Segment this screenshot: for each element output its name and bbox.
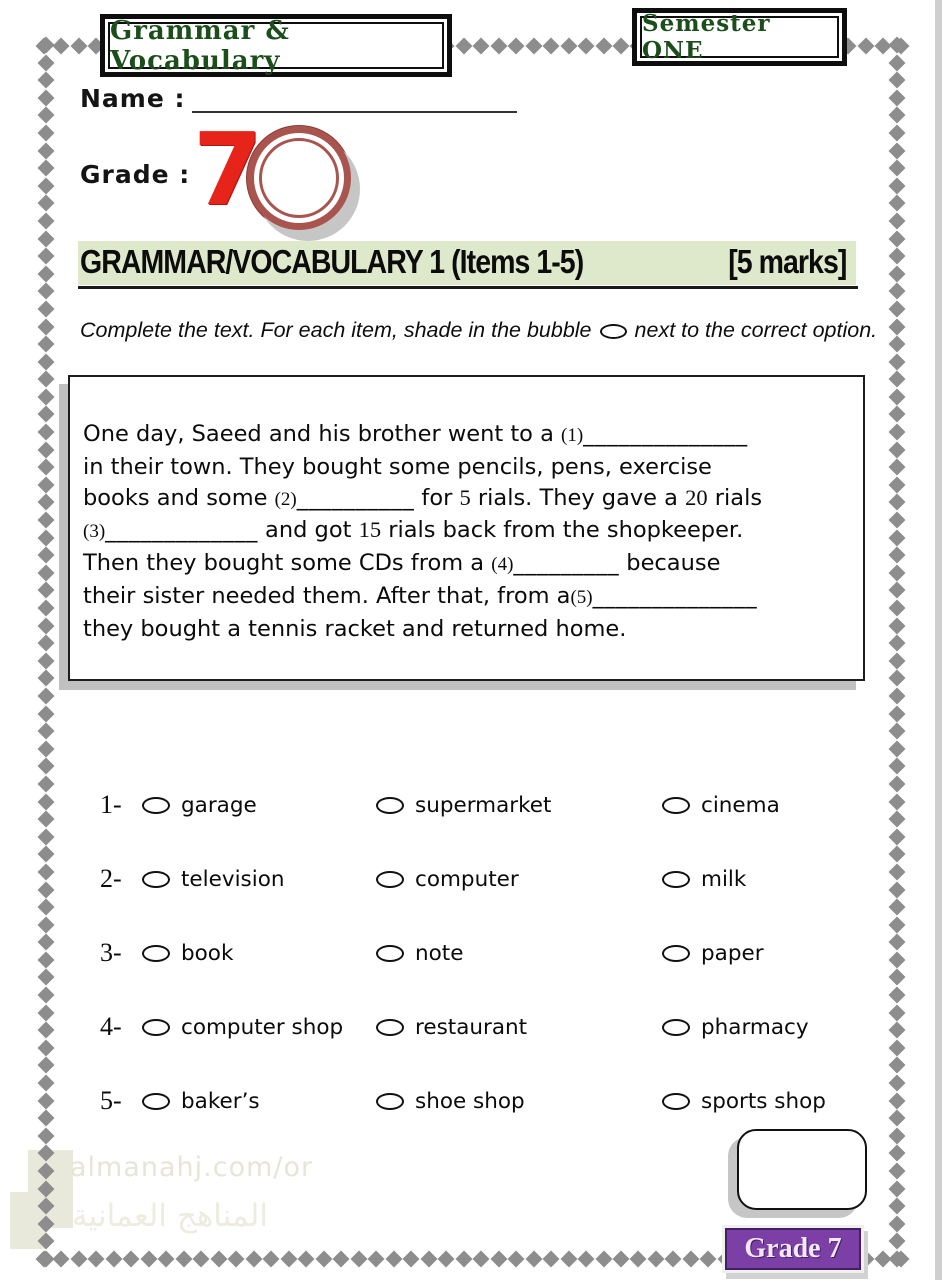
diamond-ornament [888, 1110, 905, 1127]
diamond-ornament [70, 37, 87, 54]
diamond-ornament [37, 899, 54, 916]
diamond-ornament [473, 37, 490, 54]
grade-badge-label: Grade 7 [744, 1233, 842, 1264]
diamond-ornament [37, 248, 54, 265]
diamond-ornament [888, 1145, 905, 1162]
diamond-ornament [37, 934, 54, 951]
diamond-ornament [595, 37, 612, 54]
diamond-ornament [88, 1250, 105, 1267]
diamond-ornament [888, 107, 905, 124]
diamond-ornament [350, 1250, 367, 1267]
diamond-ornament [888, 969, 905, 986]
diamond-ornament [888, 1215, 905, 1232]
diamond-ornament [888, 124, 905, 141]
diamond-ornament [37, 1110, 54, 1127]
diamond-ornament [37, 424, 54, 441]
diamond-ornament [473, 1250, 490, 1267]
diamond-ornament [37, 617, 54, 634]
diamond-ornament [508, 1250, 525, 1267]
passage-line: they bought a tennis racket and returned home. [83, 615, 627, 642]
answer-bubble[interactable] [376, 1019, 404, 1036]
diamond-ornament [888, 547, 905, 564]
diamond-ornament [263, 1250, 280, 1267]
question-number: 1- [100, 790, 122, 819]
diamond-ornament [888, 300, 905, 317]
diamond-ornament [888, 652, 905, 669]
diamond-ornament [888, 406, 905, 423]
grade-circle-inner-ring [259, 138, 339, 218]
section-header [78, 241, 856, 285]
diamond-ornament [37, 353, 54, 370]
diamond-ornament [888, 793, 905, 810]
diamond-ornament [888, 899, 905, 916]
diamond-ornament [888, 881, 905, 898]
diamond-ornament [37, 723, 54, 740]
diamond-ornament [578, 1250, 595, 1267]
diamond-ornament [37, 177, 54, 194]
diamond-ornament [888, 705, 905, 722]
diamond-ornament [37, 230, 54, 247]
diamond-ornament [888, 828, 905, 845]
diamond-ornament [700, 1250, 717, 1267]
diamond-ornament [888, 54, 905, 71]
option-c [662, 941, 878, 966]
answer-bubble[interactable] [142, 1093, 170, 1110]
diamond-ornament [37, 1180, 54, 1197]
diamond-ornament [888, 476, 905, 493]
diamond-ornament [665, 1250, 682, 1267]
diamond-ornament [53, 1250, 70, 1267]
diamond-ornament [888, 1180, 905, 1197]
passage-line: their sister needed them. After that, from a(5)______________ [83, 582, 758, 609]
option-label: baker’s [181, 1088, 260, 1114]
answer-bubble[interactable] [662, 945, 690, 962]
header-box-subject [100, 14, 452, 77]
diamond-ornament [888, 600, 905, 617]
grade-number: 7 [193, 111, 263, 228]
grade-label: Grade : [80, 160, 191, 189]
diamond-ornament [37, 1092, 54, 1109]
passage-line: in their town. They bought some pencils, pens, exercise [83, 453, 712, 480]
diamond-ornament [888, 582, 905, 599]
answer-bubble[interactable] [142, 871, 170, 888]
diamond-ornament [560, 1250, 577, 1267]
question-number: 2- [100, 864, 122, 893]
instruction-line [80, 318, 878, 343]
passage-line: One day, Saeed and his brother went to a (1)______________ [83, 421, 748, 447]
option-label: milk [701, 866, 747, 892]
watermark-arabic: المناهج العمانية [72, 1198, 268, 1234]
diamond-ornament [888, 336, 905, 353]
option-a [142, 793, 376, 818]
option-c [662, 1089, 878, 1114]
diamond-ornament [315, 1250, 332, 1267]
diamond-ornament [888, 916, 905, 933]
diamond-ornament [888, 89, 905, 106]
diamond-ornament [543, 1250, 560, 1267]
diamond-ornament [888, 863, 905, 880]
diamond-ornament [37, 564, 54, 581]
diamond-ornament [37, 142, 54, 159]
diamond-ornament [888, 723, 905, 740]
diamond-ornament [37, 72, 54, 89]
diamond-ornament [420, 1250, 437, 1267]
diamond-ornament [37, 336, 54, 353]
question-number: 3- [100, 938, 122, 967]
answer-bubble[interactable] [376, 797, 404, 814]
diamond-border-right [890, 39, 903, 1265]
diamond-ornament [37, 652, 54, 669]
option-label: shoe shop [415, 1088, 525, 1114]
diamond-ornament [888, 230, 905, 247]
option-b [376, 793, 662, 818]
option-c [662, 793, 878, 818]
diamond-ornament [368, 1250, 385, 1267]
diamond-ornament [888, 177, 905, 194]
diamond-ornament [595, 1250, 612, 1267]
diamond-ornament [37, 89, 54, 106]
diamond-ornament [888, 72, 905, 89]
diamond-ornament [210, 1250, 227, 1267]
grade-row [80, 160, 190, 189]
diamond-ornament [37, 37, 54, 54]
diamond-ornament [560, 37, 577, 54]
diamond-ornament [37, 160, 54, 177]
diamond-ornament [578, 37, 595, 54]
diamond-ornament [37, 1145, 54, 1162]
diamond-ornament [37, 124, 54, 141]
diamond-ornament [37, 1075, 54, 1092]
answer-bubble[interactable] [142, 945, 170, 962]
diamond-ornament [508, 37, 525, 54]
diamond-ornament [140, 1250, 157, 1267]
diamond-ornament [682, 1250, 699, 1267]
diamond-ornament [888, 388, 905, 405]
diamond-ornament [53, 37, 70, 54]
diamond-ornament [888, 353, 905, 370]
diamond-ornament [857, 37, 874, 54]
diamond-ornament [37, 512, 54, 529]
diamond-ornament [37, 54, 54, 71]
option-label: book [181, 940, 234, 966]
option-b [376, 1089, 662, 1114]
option-b [376, 867, 662, 892]
diamond-ornament [37, 283, 54, 300]
diamond-ornament [245, 1250, 262, 1267]
diamond-ornament [37, 107, 54, 124]
option-label: paper [701, 940, 764, 966]
option-a [142, 867, 376, 892]
diamond-ornament [888, 987, 905, 1004]
scan-edge [935, 0, 942, 1280]
diamond-ornament [888, 1004, 905, 1021]
question-row [78, 916, 878, 990]
diamond-ornament [37, 265, 54, 282]
diamond-ornament [37, 195, 54, 212]
question-number: 5- [100, 1086, 122, 1115]
diamond-ornament [37, 987, 54, 1004]
diamond-ornament [490, 37, 507, 54]
diamond-ornament [525, 1250, 542, 1267]
diamond-ornament [37, 740, 54, 757]
option-a [142, 1089, 376, 1114]
option-label: restaurant [415, 1014, 528, 1040]
bubble-icon [600, 324, 627, 339]
section-underline [78, 286, 858, 289]
diamond-ornament [888, 318, 905, 335]
diamond-ornament [888, 371, 905, 388]
diamond-ornament [70, 1250, 87, 1267]
diamond-ornament [888, 160, 905, 177]
diamond-ornament [888, 1233, 905, 1250]
diamond-ornament [37, 547, 54, 564]
name-label: Name : [80, 84, 186, 113]
option-label: sports shop [701, 1088, 826, 1114]
diamond-ornament [490, 1250, 507, 1267]
diamond-ornament [888, 1039, 905, 1056]
diamond-ornament [888, 617, 905, 634]
diamond-ornament [105, 1250, 122, 1267]
diamond-ornament [888, 195, 905, 212]
diamond-ornament [37, 459, 54, 476]
diamond-ornament [158, 1250, 175, 1267]
diamond-ornament [888, 494, 905, 511]
diamond-ornament [403, 1250, 420, 1267]
diamond-ornament [888, 635, 905, 652]
diamond-ornament [455, 37, 472, 54]
diamond-ornament [37, 758, 54, 775]
diamond-ornament [228, 1250, 245, 1267]
diamond-ornament [888, 37, 905, 54]
option-label: television [181, 866, 285, 892]
diamond-ornament [280, 1250, 297, 1267]
diamond-ornament [888, 441, 905, 458]
watermark-url: almanahj.com/or [70, 1152, 314, 1183]
diamond-ornament [37, 969, 54, 986]
diamond-ornament [37, 494, 54, 511]
diamond-ornament [37, 951, 54, 968]
answer-bubble[interactable] [662, 1093, 690, 1110]
option-b [376, 941, 662, 966]
diamond-ornament [37, 300, 54, 317]
option-label: cinema [701, 792, 780, 818]
answer-bubble[interactable] [142, 1019, 170, 1036]
diamond-ornament [37, 1004, 54, 1021]
diamond-ornament [612, 37, 629, 54]
diamond-ornament [888, 740, 905, 757]
answer-bubble[interactable] [376, 1093, 404, 1110]
diamond-ornament [175, 1250, 192, 1267]
option-label: pharmacy [701, 1014, 809, 1040]
diamond-ornament [888, 265, 905, 282]
semester-title: Semester ONE [640, 16, 839, 58]
diamond-ornament [888, 283, 905, 300]
diamond-ornament [888, 1127, 905, 1144]
diamond-ornament [37, 212, 54, 229]
diamond-ornament [543, 37, 560, 54]
diamond-ornament [888, 846, 905, 863]
diamond-ornament [298, 1250, 315, 1267]
diamond-ornament [888, 775, 905, 792]
diamond-ornament [525, 37, 542, 54]
question-row [78, 1064, 878, 1138]
option-a [142, 1015, 376, 1040]
diamond-ornament [888, 758, 905, 775]
diamond-ornament [888, 1250, 905, 1267]
diamond-ornament [37, 318, 54, 335]
diamond-ornament [385, 1250, 402, 1267]
passage-line: books and some (2)__________ for 5 rials. They gave a 20 rials [83, 484, 763, 511]
question-number: 4- [100, 1012, 122, 1041]
diamond-ornament [888, 934, 905, 951]
diamond-border-left [39, 39, 52, 1265]
answer-bubble[interactable] [662, 797, 690, 814]
diamond-ornament [888, 1075, 905, 1092]
diamond-ornament [888, 1057, 905, 1074]
diamond-ornament [37, 793, 54, 810]
answer-bubble[interactable] [662, 871, 690, 888]
diamond-ornament [888, 687, 905, 704]
instruction-text-before: Complete the text. For each item, shade in the bubble [80, 318, 592, 342]
diamond-ornament [37, 846, 54, 863]
option-label: computer shop [181, 1014, 344, 1040]
diamond-ornament [37, 388, 54, 405]
diamond-ornament [37, 441, 54, 458]
option-a [142, 941, 376, 966]
diamond-ornament [888, 512, 905, 529]
diamond-ornament [612, 1250, 629, 1267]
diamond-ornament [438, 1250, 455, 1267]
diamond-ornament [37, 635, 54, 652]
grade-circle-stamp [247, 126, 351, 230]
diamond-ornament [37, 881, 54, 898]
diamond-ornament [888, 1163, 905, 1180]
diamond-ornament [888, 564, 905, 581]
passage-line: Then they bought some CDs from a (4)_________ because [83, 550, 721, 577]
diamond-ornament [37, 705, 54, 722]
diamond-ornament [37, 371, 54, 388]
diamond-ornament [647, 1250, 664, 1267]
diamond-ornament [888, 248, 905, 265]
name-blank-line[interactable] [192, 85, 517, 113]
diamond-ornament [888, 670, 905, 687]
diamond-ornament [123, 1250, 140, 1267]
option-label: supermarket [415, 792, 552, 818]
diamond-ornament [37, 406, 54, 423]
diamond-ornament [37, 529, 54, 546]
diamond-ornament [888, 142, 905, 159]
passage-line: (3)_____________ and got 15 rials back from the shopkeeper. [83, 517, 744, 544]
question-row [78, 842, 878, 916]
option-label: note [415, 940, 464, 966]
diamond-ornament [37, 1022, 54, 1039]
instruction-text-after: next to the correct option. [634, 318, 878, 342]
diamond-ornament [37, 1039, 54, 1056]
diamond-ornament [888, 1022, 905, 1039]
diamond-ornament [193, 1250, 210, 1267]
diamond-ornament [888, 1198, 905, 1215]
section-title: GRAMMAR/VOCABULARY 1 (Items 1-5) [80, 243, 584, 281]
grade-badge-frame [722, 1225, 864, 1273]
diamond-ornament [888, 811, 905, 828]
passage-box [68, 375, 865, 681]
options-list [78, 768, 878, 1138]
score-box [737, 1129, 867, 1210]
diamond-ornament [37, 600, 54, 617]
diamond-ornament [37, 1127, 54, 1144]
diamond-ornament [37, 863, 54, 880]
diamond-ornament [888, 212, 905, 229]
diamond-ornament [37, 916, 54, 933]
diamond-ornament [333, 1250, 350, 1267]
question-row [78, 990, 878, 1064]
diamond-ornament [37, 670, 54, 687]
subject-title: Grammar & Vocabulary [108, 22, 444, 69]
answer-bubble[interactable] [662, 1019, 690, 1036]
diamond-ornament [37, 687, 54, 704]
diamond-ornament [888, 1092, 905, 1109]
question-row [78, 768, 878, 842]
diamond-ornament [37, 811, 54, 828]
header-box-semester [632, 8, 847, 66]
option-c [662, 1015, 878, 1040]
diamond-ornament [37, 1250, 54, 1267]
diamond-ornament [888, 459, 905, 476]
grade-badge [725, 1228, 861, 1270]
answer-bubble[interactable] [142, 797, 170, 814]
option-c [662, 867, 878, 892]
option-b [376, 1015, 662, 1040]
answer-bubble[interactable] [376, 871, 404, 888]
diamond-ornament [37, 1057, 54, 1074]
diamond-ornament [37, 1163, 54, 1180]
diamond-ornament [888, 529, 905, 546]
diamond-ornament [455, 1250, 472, 1267]
diamond-ornament [37, 828, 54, 845]
diamond-ornament [37, 1233, 54, 1250]
diamond-ornament [37, 775, 54, 792]
section-marks: [5 marks] [727, 243, 846, 281]
diamond-ornament [37, 582, 54, 599]
diamond-ornament [37, 1198, 54, 1215]
answer-bubble[interactable] [376, 945, 404, 962]
diamond-ornament [888, 424, 905, 441]
option-label: computer [415, 866, 519, 892]
diamond-ornament [630, 1250, 647, 1267]
diamond-ornament [37, 1215, 54, 1232]
name-row [80, 84, 517, 113]
diamond-ornament [888, 951, 905, 968]
option-label: garage [181, 792, 257, 818]
diamond-ornament [37, 476, 54, 493]
